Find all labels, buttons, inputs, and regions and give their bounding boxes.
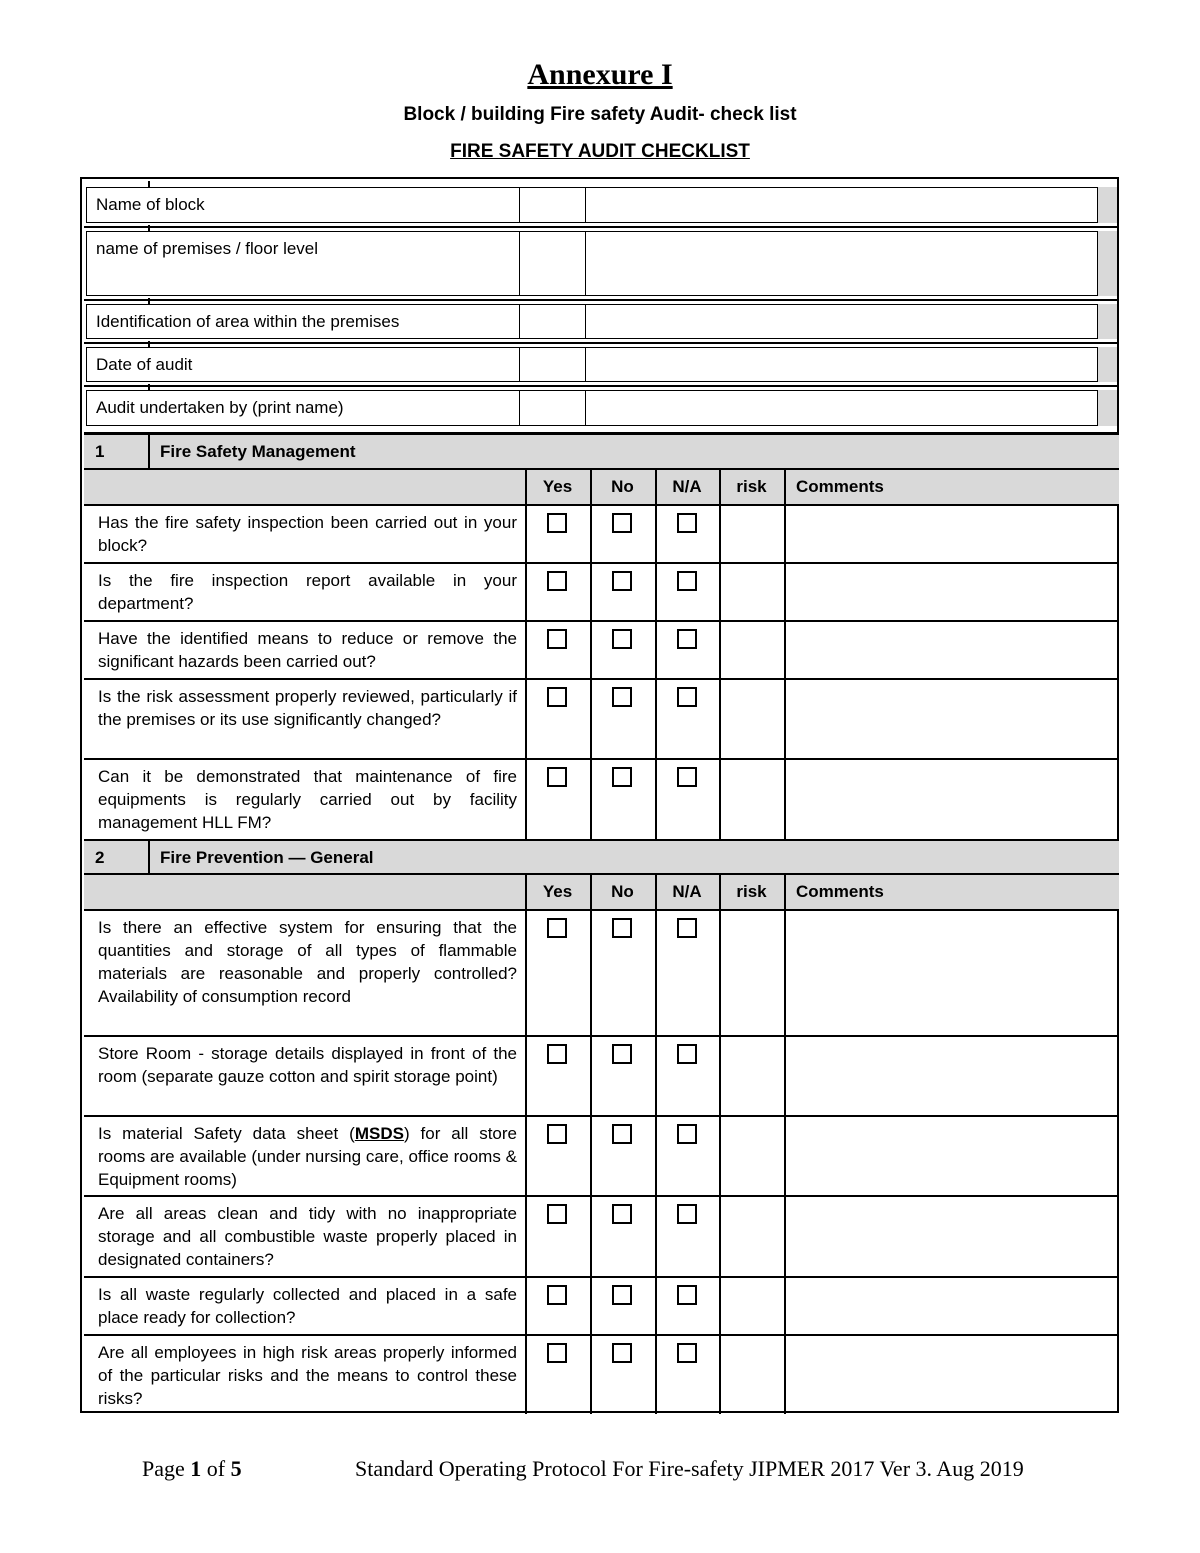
- na-checkbox[interactable]: [677, 1285, 697, 1305]
- column-header-no: No: [611, 882, 634, 901]
- yes-checkbox[interactable]: [547, 918, 567, 938]
- question-text: Has the fire safety inspection been carried out in your block?: [98, 513, 517, 555]
- no-checkbox[interactable]: [612, 918, 632, 938]
- column-divider: [525, 1195, 527, 1276]
- column-divider: [655, 758, 657, 839]
- column-divider: [525, 504, 527, 562]
- page-of: of: [206, 1456, 226, 1481]
- protocol-footer: Standard Operating Protocol For Fire-safety JIPMER 2017 Ver 3. Aug 2019: [355, 1456, 1024, 1481]
- na-checkbox[interactable]: [677, 1204, 697, 1224]
- column-divider: [590, 1115, 592, 1195]
- column-divider: [784, 468, 786, 504]
- no-checkbox[interactable]: [612, 1285, 632, 1305]
- column-header-yes: Yes: [542, 882, 573, 901]
- yes-checkbox[interactable]: [547, 1285, 567, 1305]
- question-text: Is the risk assessment properly reviewed, particularly if the premises or its use significantly changed?: [98, 687, 517, 729]
- column-header-comments: Comments: [796, 882, 884, 901]
- risk-comments-cell[interactable]: [721, 1336, 1052, 1412]
- column-divider: [655, 620, 657, 678]
- tick-mark: [148, 181, 150, 187]
- risk-comments-cell[interactable]: [721, 911, 1052, 1033]
- column-divider: [590, 909, 592, 1035]
- fire-safety-audit-form: [80, 177, 1119, 1413]
- page-prefix: Page: [142, 1456, 185, 1481]
- risk-comments-cell[interactable]: [721, 506, 1052, 560]
- info-code-box[interactable]: [519, 231, 586, 296]
- column-divider: [590, 678, 592, 758]
- column-divider: [655, 909, 657, 1035]
- no-checkbox[interactable]: [612, 1343, 632, 1363]
- risk-comments-cell[interactable]: [721, 1197, 1052, 1274]
- info-row-shade: [1097, 347, 1117, 382]
- risk-comments-cell[interactable]: [721, 564, 1052, 618]
- column-divider: [655, 678, 657, 758]
- no-checkbox[interactable]: [612, 571, 632, 591]
- yes-checkbox[interactable]: [547, 513, 567, 533]
- column-divider: [525, 1334, 527, 1414]
- risk-comments-cell[interactable]: [721, 760, 1052, 837]
- no-checkbox[interactable]: [612, 1204, 632, 1224]
- section-title: Fire Prevention — General: [160, 848, 374, 867]
- info-separator: [84, 342, 1119, 344]
- no-checkbox[interactable]: [612, 687, 632, 707]
- info-separator: [84, 299, 1119, 301]
- info-code-box[interactable]: [519, 390, 586, 426]
- na-checkbox[interactable]: [677, 767, 697, 787]
- section-number-divider: [148, 839, 150, 873]
- column-divider: [655, 1334, 657, 1414]
- column-header-na: N/A: [672, 882, 702, 901]
- column-divider: [784, 873, 786, 909]
- yes-checkbox[interactable]: [547, 1044, 567, 1064]
- column-divider: [525, 1115, 527, 1195]
- info-row-shade: [1097, 187, 1117, 223]
- info-value-field[interactable]: [585, 187, 1098, 223]
- column-divider: [590, 620, 592, 678]
- na-checkbox[interactable]: [677, 513, 697, 533]
- column-divider: [590, 1334, 592, 1414]
- no-checkbox[interactable]: [612, 767, 632, 787]
- risk-comments-cell[interactable]: [721, 680, 1052, 756]
- info-code-box[interactable]: [519, 304, 586, 339]
- no-checkbox[interactable]: [612, 1044, 632, 1064]
- column-header-yes: Yes: [542, 477, 573, 496]
- column-divider: [655, 1195, 657, 1276]
- question-text: Store Room - storage details displayed in front of the room (separate gauze cotton and spirit storage point): [98, 1044, 517, 1086]
- page-total: 5: [230, 1456, 242, 1481]
- info-row-shade: [1097, 231, 1117, 296]
- column-header-risk: risk: [736, 882, 767, 901]
- page-number: [142, 1456, 242, 1482]
- na-checkbox[interactable]: [677, 918, 697, 938]
- na-checkbox[interactable]: [677, 1044, 697, 1064]
- info-separator: [84, 226, 1119, 228]
- na-checkbox[interactable]: [677, 687, 697, 707]
- section-number: 1: [95, 442, 105, 461]
- info-value-field[interactable]: [585, 231, 1098, 296]
- column-divider: [525, 678, 527, 758]
- column-header-rule: [84, 873, 1119, 875]
- question-text: Can it be demonstrated that maintenance of fire equipments is regularly carried out by facility management HLL FM?: [98, 767, 517, 832]
- info-value-field[interactable]: [585, 304, 1098, 339]
- page-current: 1: [190, 1456, 202, 1481]
- question-text: Have the identified means to reduce or remove the significant hazards been carried out?: [98, 629, 517, 671]
- yes-checkbox[interactable]: [547, 1204, 567, 1224]
- column-divider: [655, 1035, 657, 1115]
- question-text: Is the fire inspection report available in your department?: [98, 571, 517, 613]
- yes-checkbox[interactable]: [547, 1343, 567, 1363]
- yes-checkbox[interactable]: [547, 1124, 567, 1144]
- na-checkbox[interactable]: [677, 629, 697, 649]
- column-divider: [590, 758, 592, 839]
- info-row-shade: [1097, 390, 1117, 426]
- risk-comments-cell[interactable]: [721, 1278, 1052, 1332]
- column-divider: [655, 1115, 657, 1195]
- na-checkbox[interactable]: [677, 571, 697, 591]
- risk-comments-cell[interactable]: [721, 622, 1052, 676]
- column-divider: [590, 1035, 592, 1115]
- info-value-field[interactable]: [585, 347, 1098, 382]
- question-text: Are all areas clean and tidy with no inappropriate storage and all combustible waste properly placed in designated containers?: [98, 1204, 517, 1269]
- section-rule: [84, 433, 1119, 435]
- column-divider: [655, 562, 657, 620]
- section-rule: [84, 839, 1119, 841]
- risk-comments-cell[interactable]: [721, 1117, 1052, 1193]
- column-divider: [590, 1276, 592, 1334]
- info-value-field[interactable]: [585, 390, 1098, 426]
- question-text: Are all employees in high risk areas properly informed of the particular risks and the means to control these risks?: [98, 1343, 517, 1408]
- na-checkbox[interactable]: [677, 1124, 697, 1144]
- column-divider: [590, 562, 592, 620]
- column-divider: [525, 1276, 527, 1334]
- checklist-title: FIRE SAFETY AUDIT CHECKLIST: [450, 141, 750, 162]
- info-separator: [84, 385, 1119, 387]
- risk-comments-cell[interactable]: [721, 1037, 1052, 1113]
- info-field-label: Identification of area within the premises: [96, 312, 400, 331]
- info-code-box[interactable]: [519, 347, 586, 382]
- info-field-label: Date of audit: [96, 355, 193, 374]
- section-number: 2: [95, 848, 105, 867]
- column-divider: [655, 1276, 657, 1334]
- column-divider: [525, 620, 527, 678]
- column-header-risk: risk: [736, 477, 767, 496]
- column-divider: [525, 1035, 527, 1115]
- yes-checkbox[interactable]: [547, 687, 567, 707]
- column-header-comments: Comments: [796, 477, 884, 496]
- column-divider: [590, 504, 592, 562]
- question-text: Is material Safety data sheet (MSDS) for all store rooms are available (under nursing care, office rooms & Equipment rooms): [98, 1124, 517, 1189]
- question-text: Is all waste regularly collected and placed in a safe place ready for collection?: [98, 1285, 517, 1327]
- na-checkbox[interactable]: [677, 1343, 697, 1363]
- column-header-rule: [84, 468, 1119, 470]
- yes-checkbox[interactable]: [547, 767, 567, 787]
- info-field-label: Audit undertaken by (print name): [96, 398, 344, 417]
- info-code-box[interactable]: [519, 187, 586, 223]
- page-subtitle: Block / building Fire safety Audit- check list: [403, 104, 797, 125]
- section-title: Fire Safety Management: [160, 442, 356, 461]
- yes-checkbox[interactable]: [547, 629, 567, 649]
- info-row-shade: [1097, 304, 1117, 339]
- no-checkbox[interactable]: [612, 629, 632, 649]
- yes-checkbox[interactable]: [547, 571, 567, 591]
- info-field-label: name of premises / floor level: [96, 239, 319, 258]
- question-text: Is there an effective system for ensuring that the quantities and storage of all types of flammable materials are reasonable and properly controlled? Availability of consumption record: [98, 918, 517, 1006]
- section-number-divider: [148, 433, 150, 468]
- annexure-title: Annexure I: [527, 58, 673, 91]
- column-divider: [590, 1195, 592, 1276]
- column-divider: [525, 758, 527, 839]
- column-divider: [655, 504, 657, 562]
- msds-term: MSDS: [354, 1124, 404, 1143]
- no-checkbox[interactable]: [612, 1124, 632, 1144]
- column-divider: [525, 562, 527, 620]
- info-field-label: Name of block: [96, 195, 205, 214]
- no-checkbox[interactable]: [612, 513, 632, 533]
- column-header-na: N/A: [672, 477, 702, 496]
- column-header-no: No: [611, 477, 634, 496]
- column-divider: [525, 909, 527, 1035]
